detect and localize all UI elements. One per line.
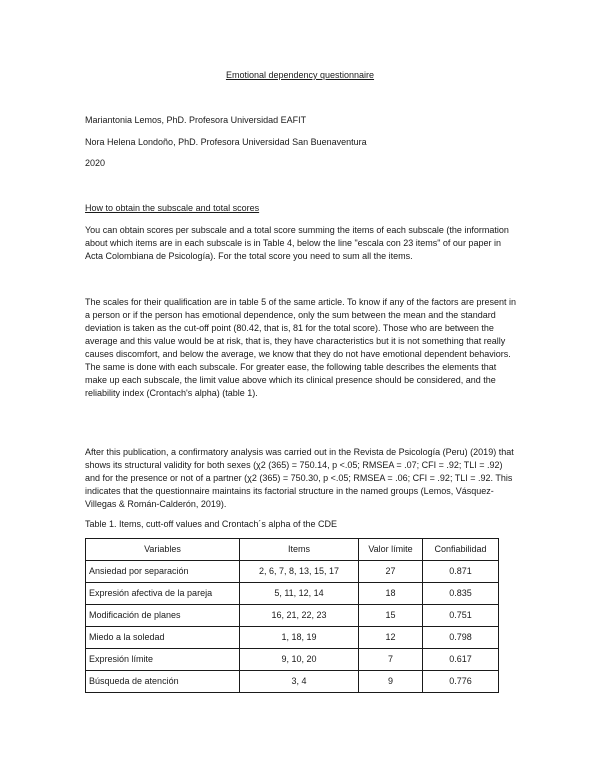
table-header-row [86,539,499,561]
cell-confiabilidad: 0.871 [423,561,499,583]
cell-valor-limite: 27 [359,561,423,583]
table-row [86,649,499,671]
cell-variable: Expresión afectiva de la pareja [86,583,240,605]
cell-items: 1, 18, 19 [240,627,359,649]
header-variables: Variables [86,539,240,561]
table-row [86,583,499,605]
cell-items: 9, 10, 20 [240,649,359,671]
cell-variable: Búsqueda de atención [86,671,240,693]
header-valor-limite: Valor límite [359,539,423,561]
header-confiabilidad: Confiabilidad [423,539,499,561]
cell-variable: Expresión límite [86,649,240,671]
cell-valor-limite: 7 [359,649,423,671]
cell-items: 5, 11, 12, 14 [240,583,359,605]
table-row [86,561,499,583]
document-title: Emotional dependency questionnaire [225,70,375,80]
cell-variable: Modificación de planes [86,605,240,627]
cell-confiabilidad: 0.776 [423,671,499,693]
cell-items: 2, 6, 7, 8, 13, 15, 17 [240,561,359,583]
cell-confiabilidad: 0.798 [423,627,499,649]
table-row [86,605,499,627]
cell-items: 16, 21, 22, 23 [240,605,359,627]
paragraph-2: The scales for their qualification are in table 5 of the same article. To know if any of the factors are present in a person or if the person has emotional dependence, only the sum between the mean and the standard deviation is taken as the cut-off point (80.42, that is, 81 for the total score). Those who are between the average and this value would be at risk, that is, they have characteristics but it is not something that really causes discomfort, and below the average, we know that they do not have emotional dependent behaviors. The same is done with each subscale. For greater ease, the following table describes the elements that make up each subscale, the limit value above which its clinical presence should be considered, and the reliability index (Crontach's alpha) (table 1). [85,297,517,398]
cell-variable: Miedo a la soledad [86,627,240,649]
table-row [86,671,499,693]
year: 2020 [85,158,106,168]
header-items: Items [240,539,359,561]
cell-items: 3, 4 [240,671,359,693]
author-1: Mariantonia Lemos, PhD. Profesora Universidad EAFIT [85,115,307,125]
cell-variable: Ansiedad por separación [86,561,240,583]
cell-valor-limite: 9 [359,671,423,693]
section-heading: How to obtain the subscale and total scores [85,203,260,213]
paragraph-1: You can obtain scores per subscale and a total score summing the items of each subscale (the information about which items are in each subscale is in Table 4, below the line "escala con 23 items" of our paper in Acta Colombiana de Psicología). For the total score you need to sum all the items. [85,225,509,261]
cell-valor-limite: 15 [359,605,423,627]
cde-table [85,538,499,693]
author-2: Nora Helena Londoño, PhD. Profesora Universidad San Buenaventura [85,137,367,147]
table-caption: Table 1. Items, cutt-off values and Crontach´s alpha of the CDE [85,519,337,529]
cell-confiabilidad: 0.617 [423,649,499,671]
cell-confiabilidad: 0.835 [423,583,499,605]
cell-confiabilidad: 0.751 [423,605,499,627]
cell-valor-limite: 12 [359,627,423,649]
paragraph-3: After this publication, a confirmatory analysis was carried out in the Revista de Psicología (Peru) (2019) that shows its structural validity for both sexes (χ2 (365) = 750.14, p <.05; RMSEA = .07; CFI = .92; TLI = .92) and for the presence or not of a partner (χ2 (365) = 750.30, p <.05; RMSEA = .06; CFI = .92; TLI = .92. This indicates that the questionnaire maintains its factorial structure in the named groups (Lemos, Vásquez-Villegas & Román-Calderón, 2019). [85,447,514,509]
cell-valor-limite: 18 [359,583,423,605]
table-row [86,627,499,649]
